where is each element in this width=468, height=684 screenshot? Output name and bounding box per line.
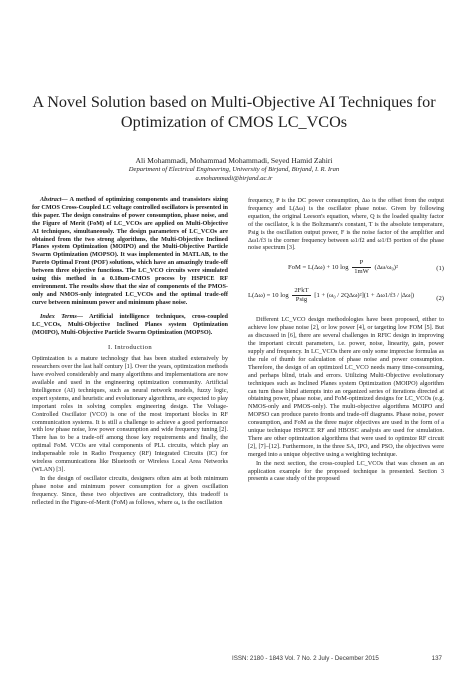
left-column [32, 196, 228, 508]
eq1-tail: (Δω/ω₀)² [374, 264, 398, 272]
abstract-label: Abstract [40, 196, 62, 203]
keywords-text: — Artificial intelligence techniques, cross-coupled LC_VCOs, Multi-Objective Inclined Planes system Optimization (MOIPO), Multi-Objective Particle Swarm Optimization (MOPSO). [32, 312, 228, 336]
equation-2 [248, 284, 444, 312]
author-affiliation: Department of Electrical Engineering, University of Birjand, Birjand, I. R. Iran [128, 166, 340, 173]
eq1-number: (1) [436, 265, 444, 273]
keywords-paragraph [32, 313, 228, 337]
journal-issue-info: ISSN: 2180 - 1843 Vol. 7 No. 2 July - December 2015 [232, 655, 379, 662]
page-number: 137 [431, 655, 442, 662]
eq2-tail: [1 + (ω₀ / 2QΔω)²](1 + Δω1/f3 / |Δω|) [314, 292, 415, 300]
eq1-denominator: 1mW [354, 268, 369, 276]
right-paragraph-1: frequency, P is the DC power consumption, Δω is the offset from the output frequency and L(Δω) is the oscillator phase noise. Given by following equation, the original Leeson's equation, where, Q is the loaded quality factor of the oscillator, k is the Boltzmann's constant, T is the absolute temperature, Psig is the oscillation output power, F is the noise factor of the amplifier and Δω1/f3 is the corner frequency between ω1/f2 and ω1/f3 portion of the phase noise spectrum [3]. [248, 197, 444, 252]
eq2-fraction [292, 287, 310, 304]
intro-paragraph-1: Optimization is a mature technology that has been studied extensively by researchers over the last half century [1]. Over the years, optimization methods have evolved considerably and many algorithms and implementations are now available and used in the engineering optimization community. Artificial Intelligence (AI) techniques, such as neural network models, fuzzy logic, expert systems, and heuristic and evolutionary algorithms, are expected to play important roles in solving complex engineering design. The Voltage-Controlled Oscillator (VCO) is one of the most important blocks in RF communication systems. It is still a challenge to achieve a good performance with low phase noise, low power consumption and wide frequency tuning [2]. There has to be a trade-off among those key requirements and finally, the optimal FoM. VCOs are vital components of PLL circuits, which play an indispensable role in Radio Frequency (RF) Integrated Circuits (IC) for wireless communications like Bluetooth or Wireless Local Area Networks (WLAN) [3]. [32, 355, 228, 473]
page-footer [232, 655, 442, 662]
author-list: Ali Mohammadi, Mohammad Mohammadi, Seyed Hamid Zahiri [135, 156, 333, 165]
author-email[interactable]: a.mohammadi@birjand.ac.ir [195, 175, 273, 182]
eq2-numerator: 2FkT [294, 287, 309, 295]
abstract-text: — A method of optimizing components and transistors sizing for CMOS Cross-Coupled LC voltage controlled oscillators is presented in this paper. The design constrains of power consumption, phase noise, and the Figure of Merit (FoM) of LC_VCOs are applied on Multi-Objective AI techniques, simultaneously. The design parameters of LC_VCOs are obtained from the two strong algorithms, the Multi-Objective Inclined Planes system Optimization (MOIPO) and the Multi-Objective Particle Swarm Optimization (MOPSO). It was implemented in MATLAB, to the Pareto Optimal Front (POF) solutions, which have an amazingly trade-off between three objective functions. The LC_VCO circuits were simulated using this method in a 0.18um-CMOS process by HSPICE RF environment. The results show that the size of components of the PMOS-only and NMOS-only integrated LC_VCOs and the optimal trade-off curve between minimum power and minimum phase noise. [32, 196, 228, 306]
section-heading-introduction: I. Introduction [107, 344, 153, 352]
equation-1 [248, 256, 444, 280]
right-paragraph-3: In the next section, the cross-coupled LC_VCOs that was chosen as an application example for the proposed technique is presented. Section 3 presents a case study of the proposed [248, 459, 444, 483]
eq2-lhs: L(Δω) = 10 log [248, 292, 289, 300]
eq2-denominator: Psig [295, 296, 308, 304]
eq1-numerator: P [352, 259, 371, 268]
abstract-paragraph [32, 196, 228, 307]
intro-paragraph-2: In the design of oscillator circuits, designers often aim at both minimum phase noise and minimum power consumption for a given oscillation frequency. Since, these two objectives are contradictory, this tradeoff is reflected in the Figure-of-Merit (FoM) as follows, where ω₀ is the oscillation [32, 474, 228, 506]
eq1-fraction [352, 259, 371, 276]
right-paragraph-2: Different LC_VCO design methodologies have been proposed, either to achieve low phase noise [2], or low power [4], or targeting low FOM [5]. But as discussed in [6], there are several challenges in RFIC design in improving the important circuit parameters, i.e. power, noise, linearity, gain, power supply and frequency. In LC_VCOs there are only some imprecise formulas as the rule of thumb for calculation of phase noise and power consumption. Therefore, the design of an optimized LC_VCO needs many time-consuming, and perhaps blind, trials and errors. Utilizing Multi-Objective evolutionary techniques such as Inclined Planes system Optimization (MOIPO) algorithm can turn these blind attempts into an organized series of iterations directed at obtaining power, phase noise, and FoM-optimized designs for LC_VCOs (e.g. NMOS-only and PMOS-only). The multi-objective algorithms MOIPO and MOPSO can produce pareto fronts and trade-off diagrams. Phase noise, power consumption, and FoM as the three major objectives are used in the form of a unique technique HSPICE RF and HBOSC analysis are used for simulation. There are other optimization algorithms that were used to optimize RF circuit [2], [7]–[12]. Furthermore, in the three SA, IPO, and PSO, the objectives were merged into a unique objective using a weighting technique. [248, 316, 444, 458]
keywords-label: Index Terms [40, 312, 77, 320]
right-column [248, 197, 444, 484]
eq2-number: (2) [436, 295, 444, 303]
eq1-lhs: FoM = L(Δω) + 10 log [288, 264, 349, 272]
paper-title: A Novel Solution based on Multi-Objective AI Techniques for Optimization of CMOS LC_VCOs [32, 93, 436, 131]
